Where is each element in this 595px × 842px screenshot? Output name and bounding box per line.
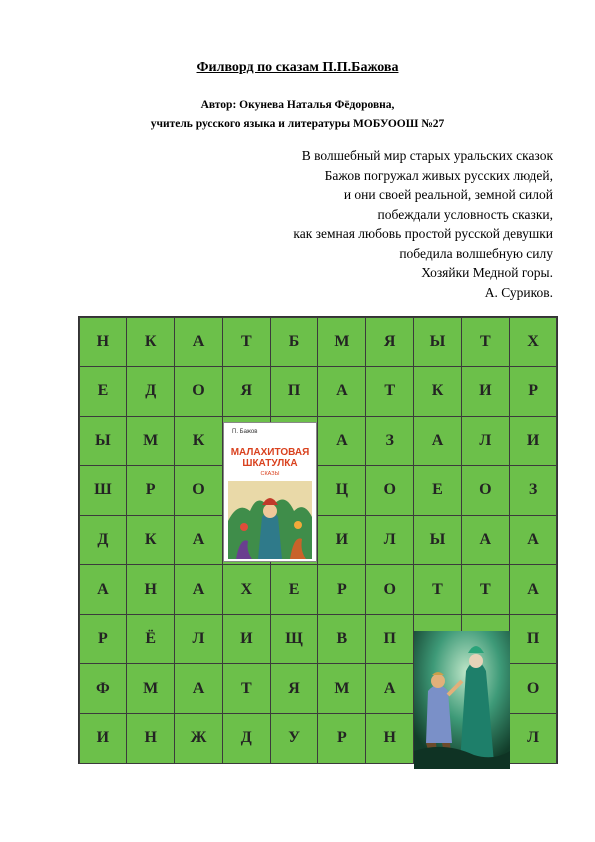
- grid-cell: К: [126, 317, 175, 368]
- grid-cell: А: [174, 663, 223, 714]
- grid-cell: Т: [222, 663, 271, 714]
- grid-cell: А: [79, 564, 128, 615]
- page-title: Филворд по сказам П.П.Бажова: [196, 60, 399, 75]
- grid-cell: О: [174, 366, 223, 417]
- grid-cell: П: [270, 366, 319, 417]
- grid-cell: А: [413, 416, 462, 467]
- grid-cell: Н: [126, 564, 175, 615]
- grid-cell: Р: [317, 564, 366, 615]
- grid-cell: Р: [79, 614, 128, 665]
- grid-cell: З: [365, 416, 414, 467]
- grid-cell: Д: [222, 713, 271, 764]
- grid-cell: Т: [222, 317, 271, 368]
- epigraph-line: как земная любовь простой русской девушки: [293, 226, 553, 241]
- grid-cell: М: [126, 416, 175, 467]
- grid-cell: Д: [126, 366, 175, 417]
- grid-cell: А: [365, 663, 414, 714]
- book-cover-title-line: МАЛАХИТОВАЯ: [230, 447, 310, 458]
- grid-cell: Д: [79, 515, 128, 566]
- grid-cell: М: [317, 663, 366, 714]
- grid-cell: И: [461, 366, 510, 417]
- book-cover-illustration: [228, 481, 312, 559]
- grid-cell: Р: [317, 713, 366, 764]
- epigraph-line: и они своей реальной, земной силой: [343, 187, 553, 202]
- grid-cell: Л: [365, 515, 414, 566]
- grid-cell: Е: [413, 465, 462, 516]
- grid-cell: К: [174, 416, 223, 467]
- grid-cell: Ф: [79, 663, 128, 714]
- epigraph-line: Хозяйки Медной горы.: [421, 265, 553, 280]
- grid-cell: Р: [509, 366, 558, 417]
- grid-cell: А: [509, 515, 558, 566]
- book-cover-title-line: ШКАТУЛКА: [242, 458, 298, 469]
- grid-cell: Р: [126, 465, 175, 516]
- mistress-of-copper-mountain-illustration: [414, 631, 510, 769]
- author-block: [0, 96, 595, 134]
- grid-cell: Т: [365, 366, 414, 417]
- epigraph-line: В волшебный мир старых уральских сказок: [301, 148, 553, 163]
- grid-cell: Я: [222, 366, 271, 417]
- grid-cell: Щ: [270, 614, 319, 665]
- grid-cell: А: [317, 416, 366, 467]
- grid-cell: Е: [79, 366, 128, 417]
- book-cover-subtitle: СКАЗЫ: [260, 471, 280, 477]
- grid-cell: М: [126, 663, 175, 714]
- grid-cell: Л: [461, 416, 510, 467]
- epigraph-line: Бажов погружал живых русских людей,: [324, 167, 553, 183]
- story-illustration: [414, 631, 510, 769]
- grid-cell: Н: [126, 713, 175, 764]
- grid-cell: Я: [270, 663, 319, 714]
- grid-cell: Т: [461, 564, 510, 615]
- grid-cell: Я: [365, 317, 414, 368]
- grid-cell: Х: [222, 564, 271, 615]
- epigraph-line: побеждали условность сказки,: [377, 206, 553, 222]
- grid-cell: Ё: [126, 614, 175, 665]
- grid-cell: М: [317, 317, 366, 368]
- grid-cell: Н: [79, 317, 128, 368]
- grid-cell: П: [509, 614, 558, 665]
- grid-cell: О: [509, 663, 558, 714]
- grid-cell: П: [365, 614, 414, 665]
- grid-cell: Ж: [174, 713, 223, 764]
- grid-cell: Л: [174, 614, 223, 665]
- grid-cell: А: [509, 564, 558, 615]
- grid-cell: А: [461, 515, 510, 566]
- grid-cell: Ц: [317, 465, 366, 516]
- grid-cell: О: [365, 564, 414, 615]
- grid-cell: Л: [509, 713, 558, 764]
- epigraph: [193, 146, 553, 302]
- grid-cell: А: [174, 564, 223, 615]
- grid-cell: Ы: [79, 416, 128, 467]
- grid-cell: И: [509, 416, 558, 467]
- epigraph-line: победила волшебную силу: [399, 245, 553, 261]
- grid-cell: И: [222, 614, 271, 665]
- book-cover-image: [223, 422, 317, 562]
- grid-cell: З: [509, 465, 558, 516]
- grid-cell: Ы: [413, 317, 462, 368]
- grid-cell: А: [174, 515, 223, 566]
- book-cover-title: [224, 447, 316, 469]
- grid-cell: Т: [413, 564, 462, 615]
- grid-cell: Б: [270, 317, 319, 368]
- grid-cell: В: [317, 614, 366, 665]
- author-position: учитель русского языка и литературы МОБУООШ №27: [150, 118, 445, 130]
- grid-cell: А: [174, 317, 223, 368]
- grid-cell: Х: [509, 317, 558, 368]
- grid-cell: Ы: [413, 515, 462, 566]
- grid-cell: О: [174, 465, 223, 516]
- grid-cell: У: [270, 713, 319, 764]
- epigraph-attribution: А. Суриков.: [484, 284, 553, 300]
- grid-cell: Е: [270, 564, 319, 615]
- grid-cell: О: [461, 465, 510, 516]
- book-cover-author: П. Бажов: [232, 429, 258, 435]
- grid-cell: Т: [461, 317, 510, 368]
- grid-cell: К: [413, 366, 462, 417]
- grid-cell: Ш: [79, 465, 128, 516]
- grid-cell: И: [79, 713, 128, 764]
- grid-cell: О: [365, 465, 414, 516]
- grid-cell: Н: [365, 713, 414, 764]
- grid-cell: А: [317, 366, 366, 417]
- author-name: Автор: Окунева Наталья Фёдоровна,: [200, 99, 395, 111]
- grid-cell: И: [317, 515, 366, 566]
- grid-cell: К: [126, 515, 175, 566]
